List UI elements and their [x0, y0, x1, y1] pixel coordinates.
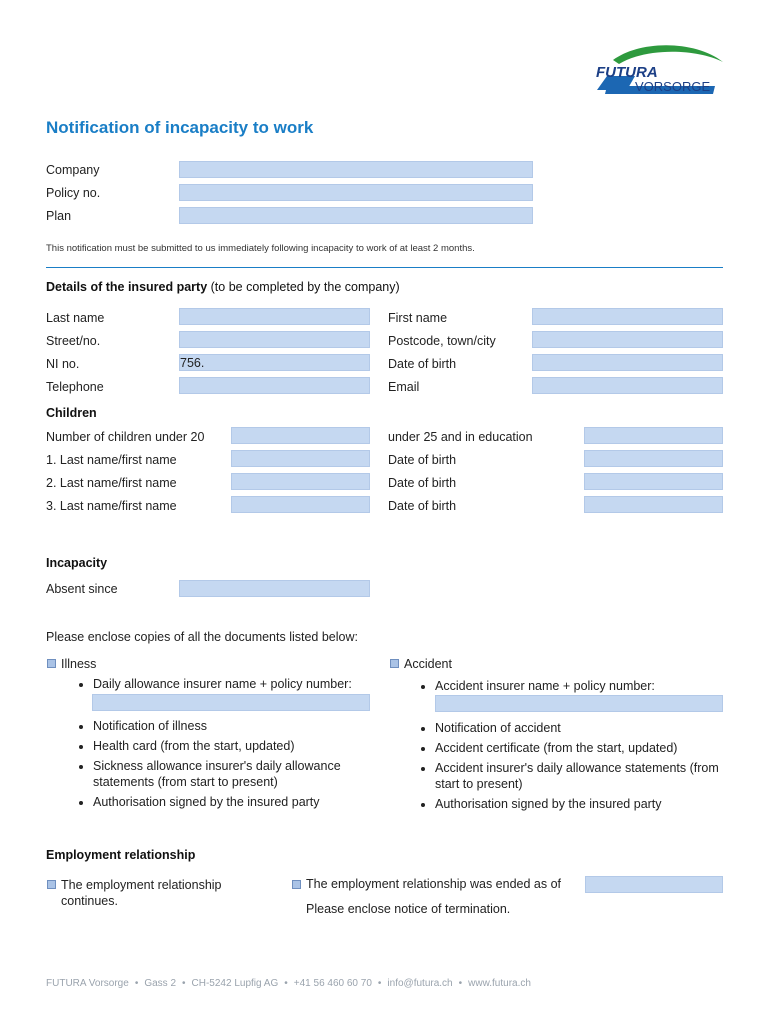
child-2-dob-label: Date of birth	[388, 476, 457, 490]
accident-documents-list	[417, 720, 735, 816]
email-field[interactable]	[532, 377, 723, 394]
last-name-label: Last name	[46, 311, 105, 325]
list-item: • Notification of accident	[435, 720, 735, 736]
list-item: • Health card (from the start, updated)	[93, 738, 388, 754]
list-item: • Authorisation signed by the insured party	[435, 796, 735, 812]
policy-no-field[interactable]	[179, 184, 533, 201]
accident-insurer-field[interactable]	[435, 695, 723, 712]
divider	[46, 267, 723, 268]
continues-checkbox[interactable]	[47, 880, 56, 889]
child-3-name-field[interactable]	[231, 496, 370, 513]
logo-sub: VORSORGE	[635, 79, 711, 94]
employment-heading: Employment relationship	[46, 848, 196, 862]
list-item: • Accident insurer name + policy number:	[435, 678, 740, 694]
accident-checkbox[interactable]	[390, 659, 399, 668]
plan-field[interactable]	[179, 207, 533, 224]
last-name-field[interactable]	[179, 308, 370, 325]
ni-prefix: 756.	[180, 356, 205, 370]
telephone-label: Telephone	[46, 380, 104, 394]
plan-label: Plan	[46, 209, 72, 223]
child-1-name-label: 1. Last name/first name	[46, 453, 177, 467]
child-3-dob-label: Date of birth	[388, 499, 457, 513]
child-3-name-label: 3. Last name/first name	[46, 499, 177, 513]
absent-since-field[interactable]	[179, 580, 370, 597]
illness-insurer-list	[75, 676, 393, 696]
street-label: Street/no.	[46, 334, 101, 348]
footer-town: CH-5242 Lupfig AG	[191, 978, 279, 989]
footer: FUTURA Vorsorge • Gass 2 • CH-5242 Lupfig AG • +41 56 460 60 70 • info@futura.ch • www.futura.ch	[46, 978, 531, 989]
telephone-field[interactable]	[179, 377, 370, 394]
postcode-label: Postcode, town/city	[388, 334, 496, 348]
page-title: Notification of incapacity to work	[46, 118, 314, 137]
first-name-field[interactable]	[532, 308, 723, 325]
children-count-field[interactable]	[231, 427, 370, 444]
illness-label: Illness	[61, 657, 97, 671]
insured-heading-note: (to be completed by the company)	[210, 280, 400, 294]
dob-label: Date of birth	[388, 357, 457, 371]
enclose-notice-label: Please enclose notice of termination.	[306, 902, 511, 916]
continues-label: The employment relationship continues.	[61, 878, 222, 908]
dob-field[interactable]	[532, 354, 723, 371]
child-2-name-field[interactable]	[231, 473, 370, 490]
children-heading: Children	[46, 406, 97, 420]
ni-label: NI no.	[46, 357, 80, 371]
incapacity-heading: Incapacity	[46, 556, 108, 570]
footer-phone: +41 56 460 60 70	[293, 978, 372, 989]
list-item: • Accident insurer's daily allowance statements (from start to present)	[435, 760, 735, 792]
postcode-field[interactable]	[532, 331, 723, 348]
child-2-name-label: 2. Last name/first name	[46, 476, 177, 490]
logo-brand: FUTURA	[596, 64, 658, 81]
children-count-label: Number of children under 20	[46, 430, 205, 444]
illness-checkbox[interactable]	[47, 659, 56, 668]
illness-insurer-field[interactable]	[92, 694, 370, 711]
ended-checkbox[interactable]	[292, 880, 301, 889]
ended-label: The employment relationship was ended as of	[306, 877, 562, 891]
ni-field[interactable]	[179, 354, 370, 371]
children-education-label: under 25 and in education	[388, 430, 533, 444]
insured-heading	[46, 280, 400, 294]
footer-email[interactable]: info@futura.ch	[387, 978, 453, 989]
footer-street: Gass 2	[144, 978, 177, 989]
accident-label: Accident	[404, 657, 452, 671]
child-3-dob-field[interactable]	[584, 496, 723, 513]
company-label: Company	[46, 163, 100, 177]
child-1-dob-label: Date of birth	[388, 453, 457, 467]
footer-web[interactable]: www.futura.ch	[468, 978, 531, 989]
children-education-field[interactable]	[584, 427, 723, 444]
futura-logo	[595, 42, 725, 97]
list-item: • Notification of illness	[93, 718, 388, 734]
list-item: • Accident certificate (from the start, updated)	[435, 740, 735, 756]
list-item: • Daily allowance insurer name + policy number:	[93, 676, 393, 692]
illness-documents-list	[75, 718, 388, 814]
ended-date-field[interactable]	[585, 876, 723, 893]
documents-intro: Please enclose copies of all the documents listed below:	[46, 630, 358, 644]
child-1-dob-field[interactable]	[584, 450, 723, 467]
insured-heading-text: Details of the insured party	[46, 280, 208, 294]
company-field[interactable]	[179, 161, 533, 178]
first-name-label: First name	[388, 311, 448, 325]
street-field[interactable]	[179, 331, 370, 348]
list-item: • Authorisation signed by the insured party	[93, 794, 388, 810]
policy-no-label: Policy no.	[46, 186, 101, 200]
submission-notice: This notification must be submitted to us immediately following incapacity to work of at least 2 months.	[46, 243, 475, 254]
child-1-name-field[interactable]	[231, 450, 370, 467]
absent-since-label: Absent since	[46, 582, 118, 596]
child-2-dob-field[interactable]	[584, 473, 723, 490]
email-label: Email	[388, 380, 420, 394]
list-item: • Sickness allowance insurer's daily allowance statements (from start to present)	[93, 758, 388, 790]
footer-company: FUTURA Vorsorge	[46, 978, 129, 989]
